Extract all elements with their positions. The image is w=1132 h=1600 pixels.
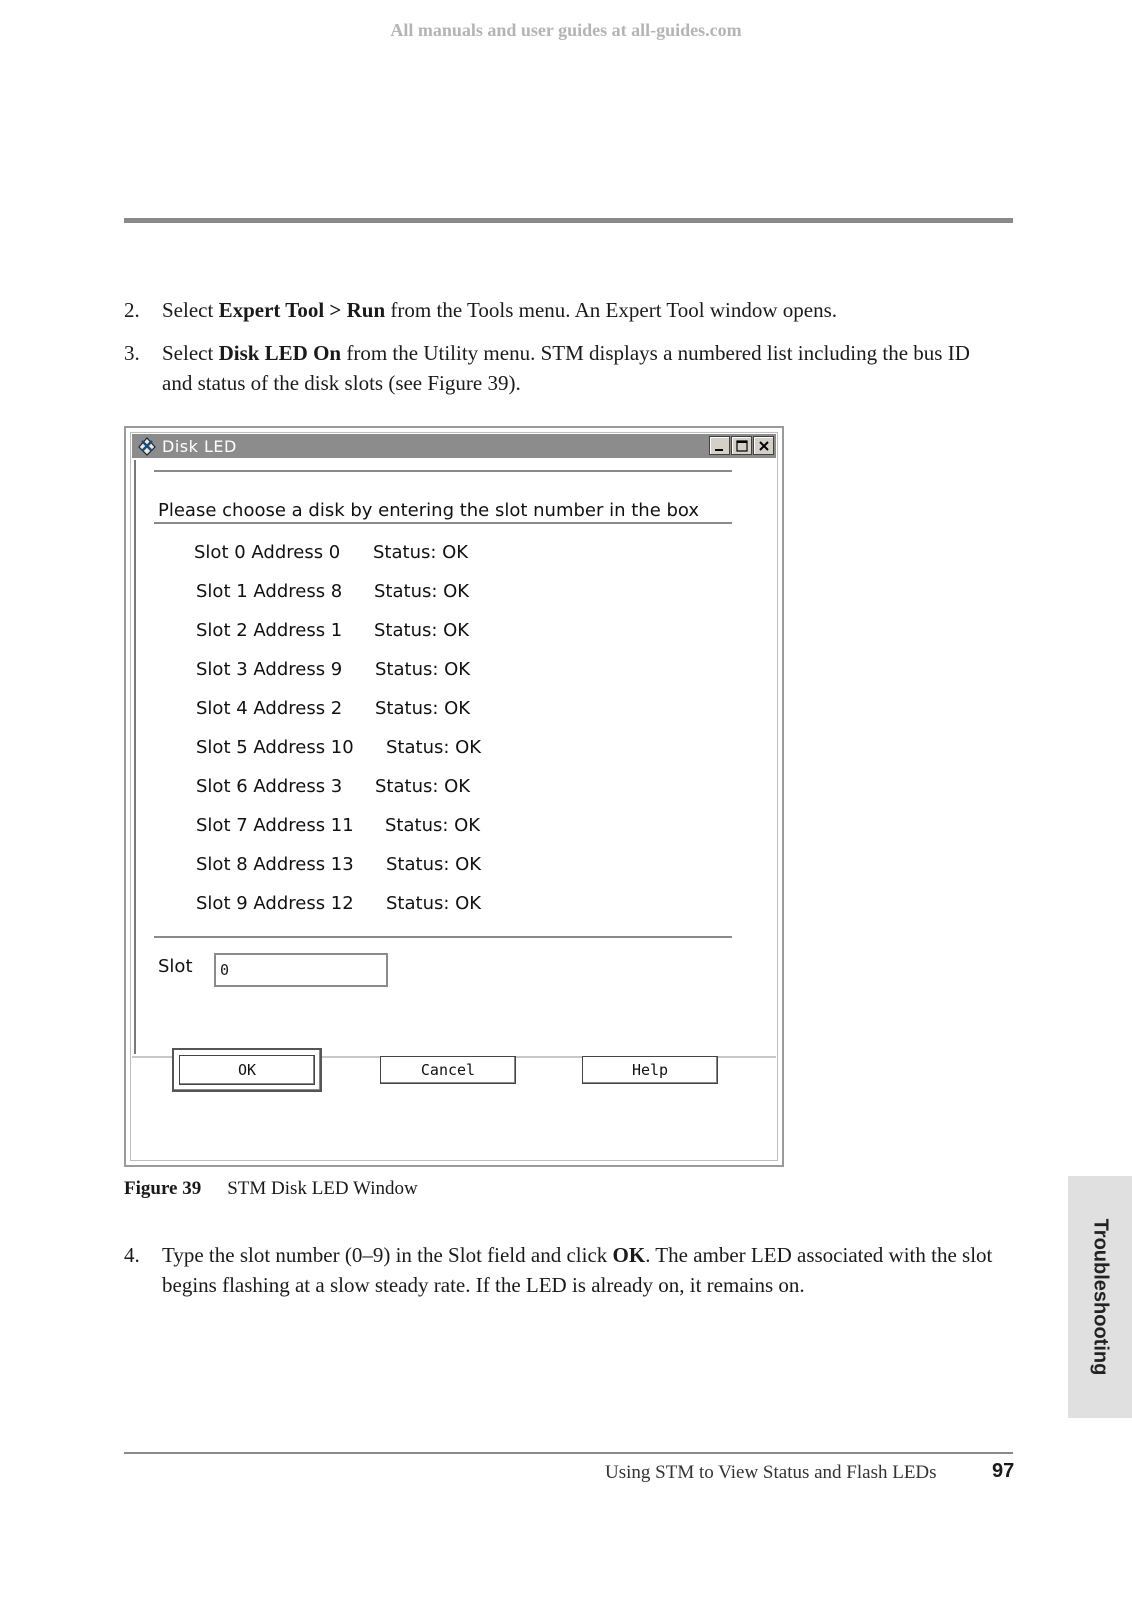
maximize-button[interactable] xyxy=(731,436,752,455)
step-3 xyxy=(124,338,1004,398)
figure-caption xyxy=(124,1178,418,1200)
slot-label: Slot 5 Address 10 xyxy=(196,737,354,758)
window-title: Disk LED xyxy=(162,436,237,456)
window-controls xyxy=(709,436,774,455)
slot-status: Status: OK xyxy=(373,542,469,563)
step-4 xyxy=(124,1240,1004,1300)
watermark: All manuals and user guides at all-guides.com xyxy=(390,20,742,40)
close-icon xyxy=(758,440,770,452)
divider xyxy=(154,936,732,938)
minimize-button[interactable] xyxy=(709,436,730,455)
cancel-button[interactable]: Cancel xyxy=(380,1056,516,1084)
app-icon xyxy=(136,435,158,457)
slot-status: Status: OK xyxy=(374,581,470,602)
divider xyxy=(154,522,732,524)
slot-status: Status: OK xyxy=(386,737,482,758)
top-rule xyxy=(124,218,1013,223)
section-tab-label: Troubleshooting xyxy=(1089,1218,1112,1376)
ok-button-frame[interactable] xyxy=(172,1048,322,1092)
bottom-rule xyxy=(124,1452,1013,1454)
help-button[interactable]: Help xyxy=(582,1056,718,1084)
step-number: 3. xyxy=(124,341,140,365)
step-text: Select Disk LED On from the Utility menu. STM displays a numbered list including the bus ID and status of the disk slots (see Figure 39). xyxy=(162,341,970,395)
minimize-icon xyxy=(714,440,726,452)
figure-title: STM Disk LED Window xyxy=(227,1178,418,1199)
slot-label: Slot 9 Address 12 xyxy=(196,893,354,914)
section-tab xyxy=(1068,1176,1132,1418)
slot-field-label: Slot xyxy=(158,956,193,977)
slot-status: Status: OK xyxy=(385,815,481,836)
ok-button[interactable]: OK xyxy=(179,1055,315,1085)
slot-label: Slot 3 Address 9 xyxy=(196,659,343,680)
slot-status: Status: OK xyxy=(375,776,471,797)
page-number: 97 xyxy=(992,1460,1015,1482)
slot-label: Slot 1 Address 8 xyxy=(196,581,343,602)
disk-led-window xyxy=(124,426,784,1167)
slot-label: Slot 4 Address 2 xyxy=(196,698,343,719)
slot-status: Status: OK xyxy=(386,893,482,914)
step-2 xyxy=(124,295,1004,325)
figure-number: Figure 39 xyxy=(124,1178,202,1199)
step-number: 2. xyxy=(124,298,140,322)
title-bar[interactable] xyxy=(132,434,776,458)
instruction-text: Please choose a disk by entering the slot number in the box xyxy=(158,500,700,521)
step-text: Select Expert Tool > Run from the Tools menu. An Expert Tool window opens. xyxy=(162,298,837,322)
slot-label: Slot 2 Address 1 xyxy=(196,620,343,641)
footer-title: Using STM to View Status and Flash LEDs xyxy=(605,1462,937,1483)
divider xyxy=(154,470,732,472)
slot-status: Status: OK xyxy=(386,854,482,875)
slot-label: Slot 6 Address 3 xyxy=(196,776,343,797)
slot-label: Slot 8 Address 13 xyxy=(196,854,354,875)
dialog-body xyxy=(134,460,776,1054)
slot-input[interactable]: 0 xyxy=(214,953,388,987)
slot-status: Status: OK xyxy=(374,620,470,641)
slot-status: Status: OK xyxy=(375,698,471,719)
slot-label: Slot 0 Address 0 xyxy=(194,542,341,563)
maximize-icon xyxy=(736,440,748,452)
slot-label: Slot 7 Address 11 xyxy=(196,815,354,836)
slot-status: Status: OK xyxy=(375,659,471,680)
step-number: 4. xyxy=(124,1243,140,1267)
close-button[interactable] xyxy=(753,436,774,455)
step-text: Type the slot number (0–9) in the Slot field and click OK. The amber LED associated with the slot begins flashing at a slow steady rate. If the LED is already on, it remains on. xyxy=(162,1243,993,1297)
